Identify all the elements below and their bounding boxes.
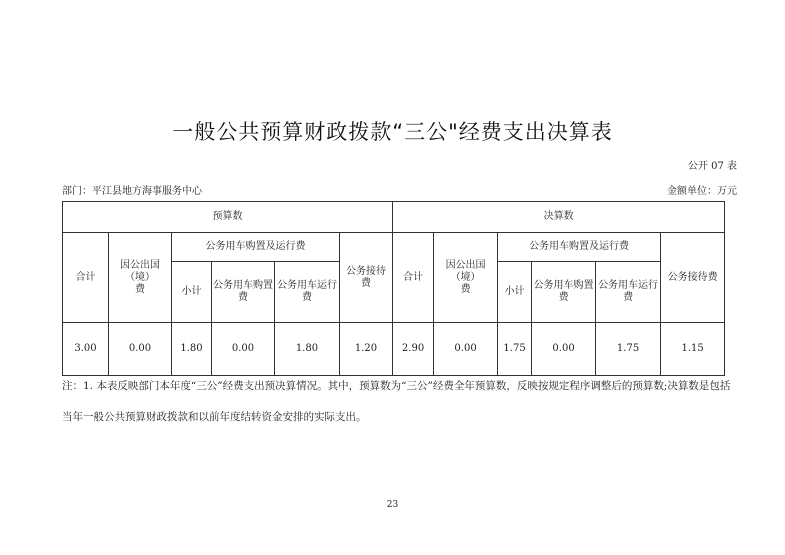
- note-line-2: 当年一般公共预算财政拨款和以前年度结转资金安排的实际支出。: [62, 411, 367, 423]
- final-purchase-header: 公务用车购置 费: [532, 262, 596, 323]
- budget-total-value: 3.00: [63, 323, 109, 376]
- budget-reception-header: 公务接待 费: [340, 233, 393, 323]
- final-operation-header: 公务用车运行 费: [596, 262, 661, 323]
- department-label: 部门：平江县地方海事服务中心: [62, 186, 202, 197]
- budget-purchase-header: 公务用车购置 费: [212, 262, 275, 323]
- final-header: 决算数: [393, 202, 725, 233]
- budget-header: 预算数: [63, 202, 393, 233]
- final-subtotal-header: 小计: [498, 262, 532, 323]
- unit-label: 金额单位：万元: [667, 186, 737, 197]
- final-total-header: 合计: [393, 233, 434, 323]
- final-reception-header: 公务接待费: [661, 233, 725, 323]
- budget-operation-header: 公务用车运行 费: [275, 262, 340, 323]
- form-code: 公开 07 表: [687, 161, 737, 172]
- final-abroad-value: 0.00: [434, 323, 498, 376]
- final-subtotal-value: 1.75: [498, 323, 532, 376]
- note-line-1: 注：1. 本表反映部门本年度“三公”经费支出预决算情况。其中，预算数为“三公”经费全年预算数，反映按规定程序调整后的预算数;决算数是包括: [62, 380, 731, 392]
- final-operation-value: 1.75: [596, 323, 661, 376]
- table-row: [63, 323, 725, 376]
- page-title: 一般公共预算财政拨款“三公"经费支出决算表: [172, 120, 613, 144]
- budget-abroad-header: 因公出国（境） 费: [109, 233, 172, 323]
- budget-abroad-value: 0.00: [109, 323, 172, 376]
- expense-table: [62, 201, 725, 376]
- budget-purchase-value: 0.00: [212, 323, 275, 376]
- budget-subtotal-value: 1.80: [172, 323, 212, 376]
- page-number: 23: [386, 500, 399, 510]
- budget-vehicle-header: 公务用车购置及运行费: [172, 233, 340, 262]
- final-reception-value: 1.15: [661, 323, 725, 376]
- final-total-value: 2.90: [393, 323, 434, 376]
- budget-total-header: 合计: [63, 233, 109, 323]
- budget-reception-value: 1.20: [340, 323, 393, 376]
- budget-operation-value: 1.80: [275, 323, 340, 376]
- final-vehicle-header: 公务用车购置及运行费: [498, 233, 661, 262]
- budget-subtotal-header: 小计: [172, 262, 212, 323]
- final-abroad-header: 因公出国（境） 费: [434, 233, 498, 323]
- final-purchase-value: 0.00: [532, 323, 596, 376]
